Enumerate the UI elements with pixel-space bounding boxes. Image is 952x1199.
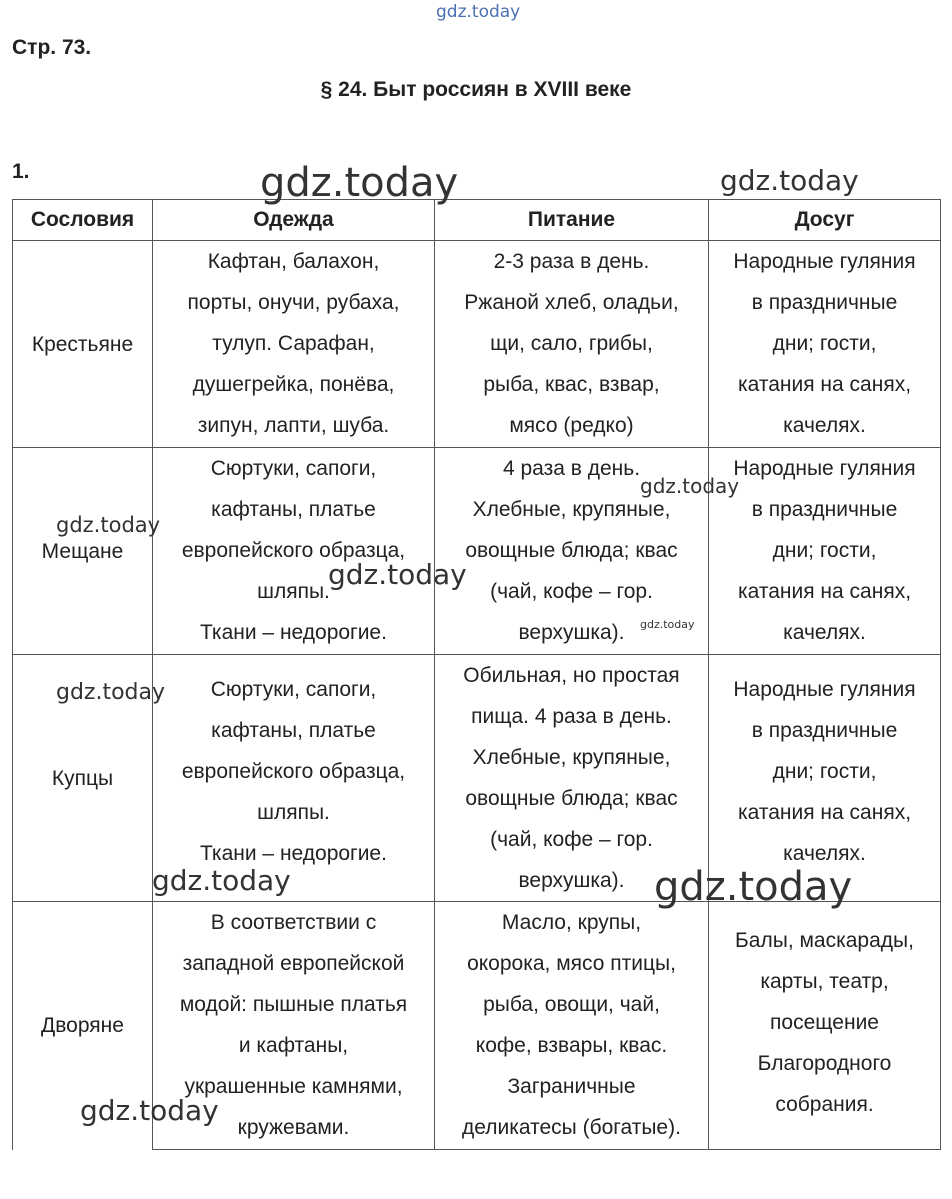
clothing-cell: В соответствии с западной европейской модой: пышные платья и кафтаны, украшенные камнями, кружевами. — [153, 902, 435, 1150]
clothing-cell: Сюртуки, сапоги, кафтаны, платье европейского образца, шляпы. Ткани – недорогие. — [153, 448, 435, 655]
leisure-cell: Народные гуляния в праздничные дни; гости, катания на санях, качелях. — [709, 448, 941, 655]
watermark: gdz.today — [80, 1094, 219, 1127]
leisure-cell: Балы, маскарады, карты, театр, посещение Благородного собрания. — [709, 902, 941, 1150]
estate-cell: Купцы — [13, 655, 153, 902]
leisure-cell: Народные гуляния в праздничные дни; гости, катания на санях, качелях. — [709, 241, 941, 448]
food-cell: 2-3 раза в день. Ржаной хлеб, оладьи, щи, сало, грибы, рыба, квас, взвар, мясо (редко) — [435, 241, 709, 448]
clothing-cell: Сюртуки, сапоги, кафтаны, платье европейского образца, шляпы. Ткани – недорогие. — [153, 655, 435, 902]
table-row — [13, 655, 941, 902]
page-label: Стр. 73. — [12, 36, 92, 59]
food-cell: 4 раза в день. Хлебные, крупяные, овощные блюда; квас (чай, кофе – гор. верхушка). — [435, 448, 709, 655]
column-header-food: Питание — [435, 200, 709, 241]
page-title: § 24. Быт россиян в XVIII веке — [320, 78, 632, 101]
column-header-clothing: Одежда — [153, 200, 435, 241]
estate-cell: Дворяне — [13, 902, 153, 1150]
watermark: gdz.today — [436, 2, 521, 22]
watermark: gdz.today — [260, 160, 459, 206]
watermark: gdz.today — [640, 618, 695, 631]
column-header-estates: Сословия — [13, 200, 153, 241]
watermark: gdz.today — [328, 558, 467, 591]
watermark: gdz.today — [56, 680, 166, 705]
watermark: gdz.today — [56, 513, 161, 537]
food-cell: Масло, крупы, окорока, мясо птицы, рыба, овощи, чай, кофе, взвары, квас. Заграничные деликатесы (богатые). — [435, 902, 709, 1150]
table-row — [13, 902, 941, 1150]
watermark: gdz.today — [720, 164, 859, 197]
estates-table — [12, 199, 941, 1150]
table-row — [13, 448, 941, 655]
estate-cell: Крестьяне — [13, 241, 153, 448]
food-cell: Обильная, но простая пища. 4 раза в день. Хлебные, крупяные, овощные блюда; квас (чай, кофе – гор. верхушка). — [435, 655, 709, 902]
watermark: gdz.today — [152, 864, 291, 897]
task-number: 1. — [12, 160, 30, 183]
table-row — [13, 241, 941, 448]
table-header-row — [13, 200, 941, 241]
leisure-cell: Народные гуляния в праздничные дни; гости, катания на санях, качелях. — [709, 655, 941, 902]
watermark: gdz.today — [654, 864, 853, 910]
watermark: gdz.today — [640, 474, 740, 498]
clothing-cell: Кафтан, балахон, порты, онучи, рубаха, тулуп. Сарафан, душегрейка, понёва, зипун, лапти, шуба. — [153, 241, 435, 448]
column-header-leisure: Досуг — [709, 200, 941, 241]
estate-cell: Мещане — [13, 448, 153, 655]
